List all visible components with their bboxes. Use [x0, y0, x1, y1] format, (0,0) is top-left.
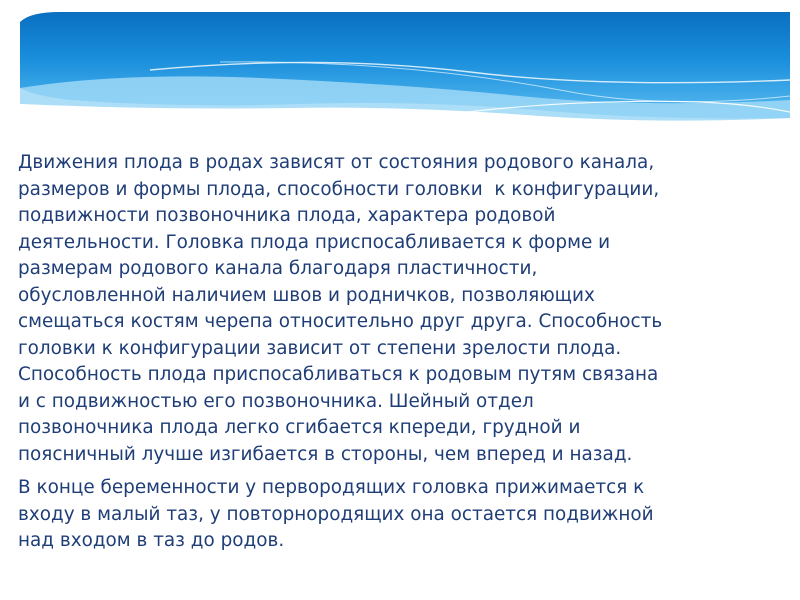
text-line: смещаться костям черепа относительно друг друга. Способность	[18, 311, 663, 332]
text-line: обусловленной наличием швов и родничков, позволяющих	[18, 284, 595, 306]
text-line: входу в малый таз, у повторнородящих она остается подвижной	[18, 503, 654, 525]
text-line: размерам родового канала благодаря пластичности,	[18, 258, 538, 279]
text-line: и с подвижностью его позвоночника. Шейный отдел	[18, 390, 534, 412]
text-line: над входом в таз до родов.	[18, 530, 285, 551]
text-line: Движения плода в родах зависят от состояния родового канала,	[18, 152, 655, 173]
paragraph-fetal-movement	[18, 150, 790, 468]
text-line: подвижности позвоночника плода, характера родовой	[18, 205, 556, 226]
text-line: деятельности. Головка плода приспосабливается к форме и	[18, 231, 611, 253]
text-line: головки к конфигурации зависит от степени зрелости плода.	[18, 337, 622, 359]
paragraph-end-of-pregnancy	[18, 475, 790, 555]
slide-body-text	[18, 150, 790, 555]
text-line: размеров и формы плода, способности головки к конфигурации,	[18, 178, 660, 200]
text-line: В конце беременности у первородящих головка прижимается к	[18, 477, 645, 498]
text-line: Способность плода приспосабливаться к родовым путям связана	[18, 364, 659, 385]
text-line: поясничный лучше изгибается в стороны, чем вперед и назад.	[18, 443, 633, 465]
sky-wave-banner	[0, 0, 800, 150]
text-line: позвоночника плода легко сгибается кпереди, грудной и	[18, 417, 581, 438]
